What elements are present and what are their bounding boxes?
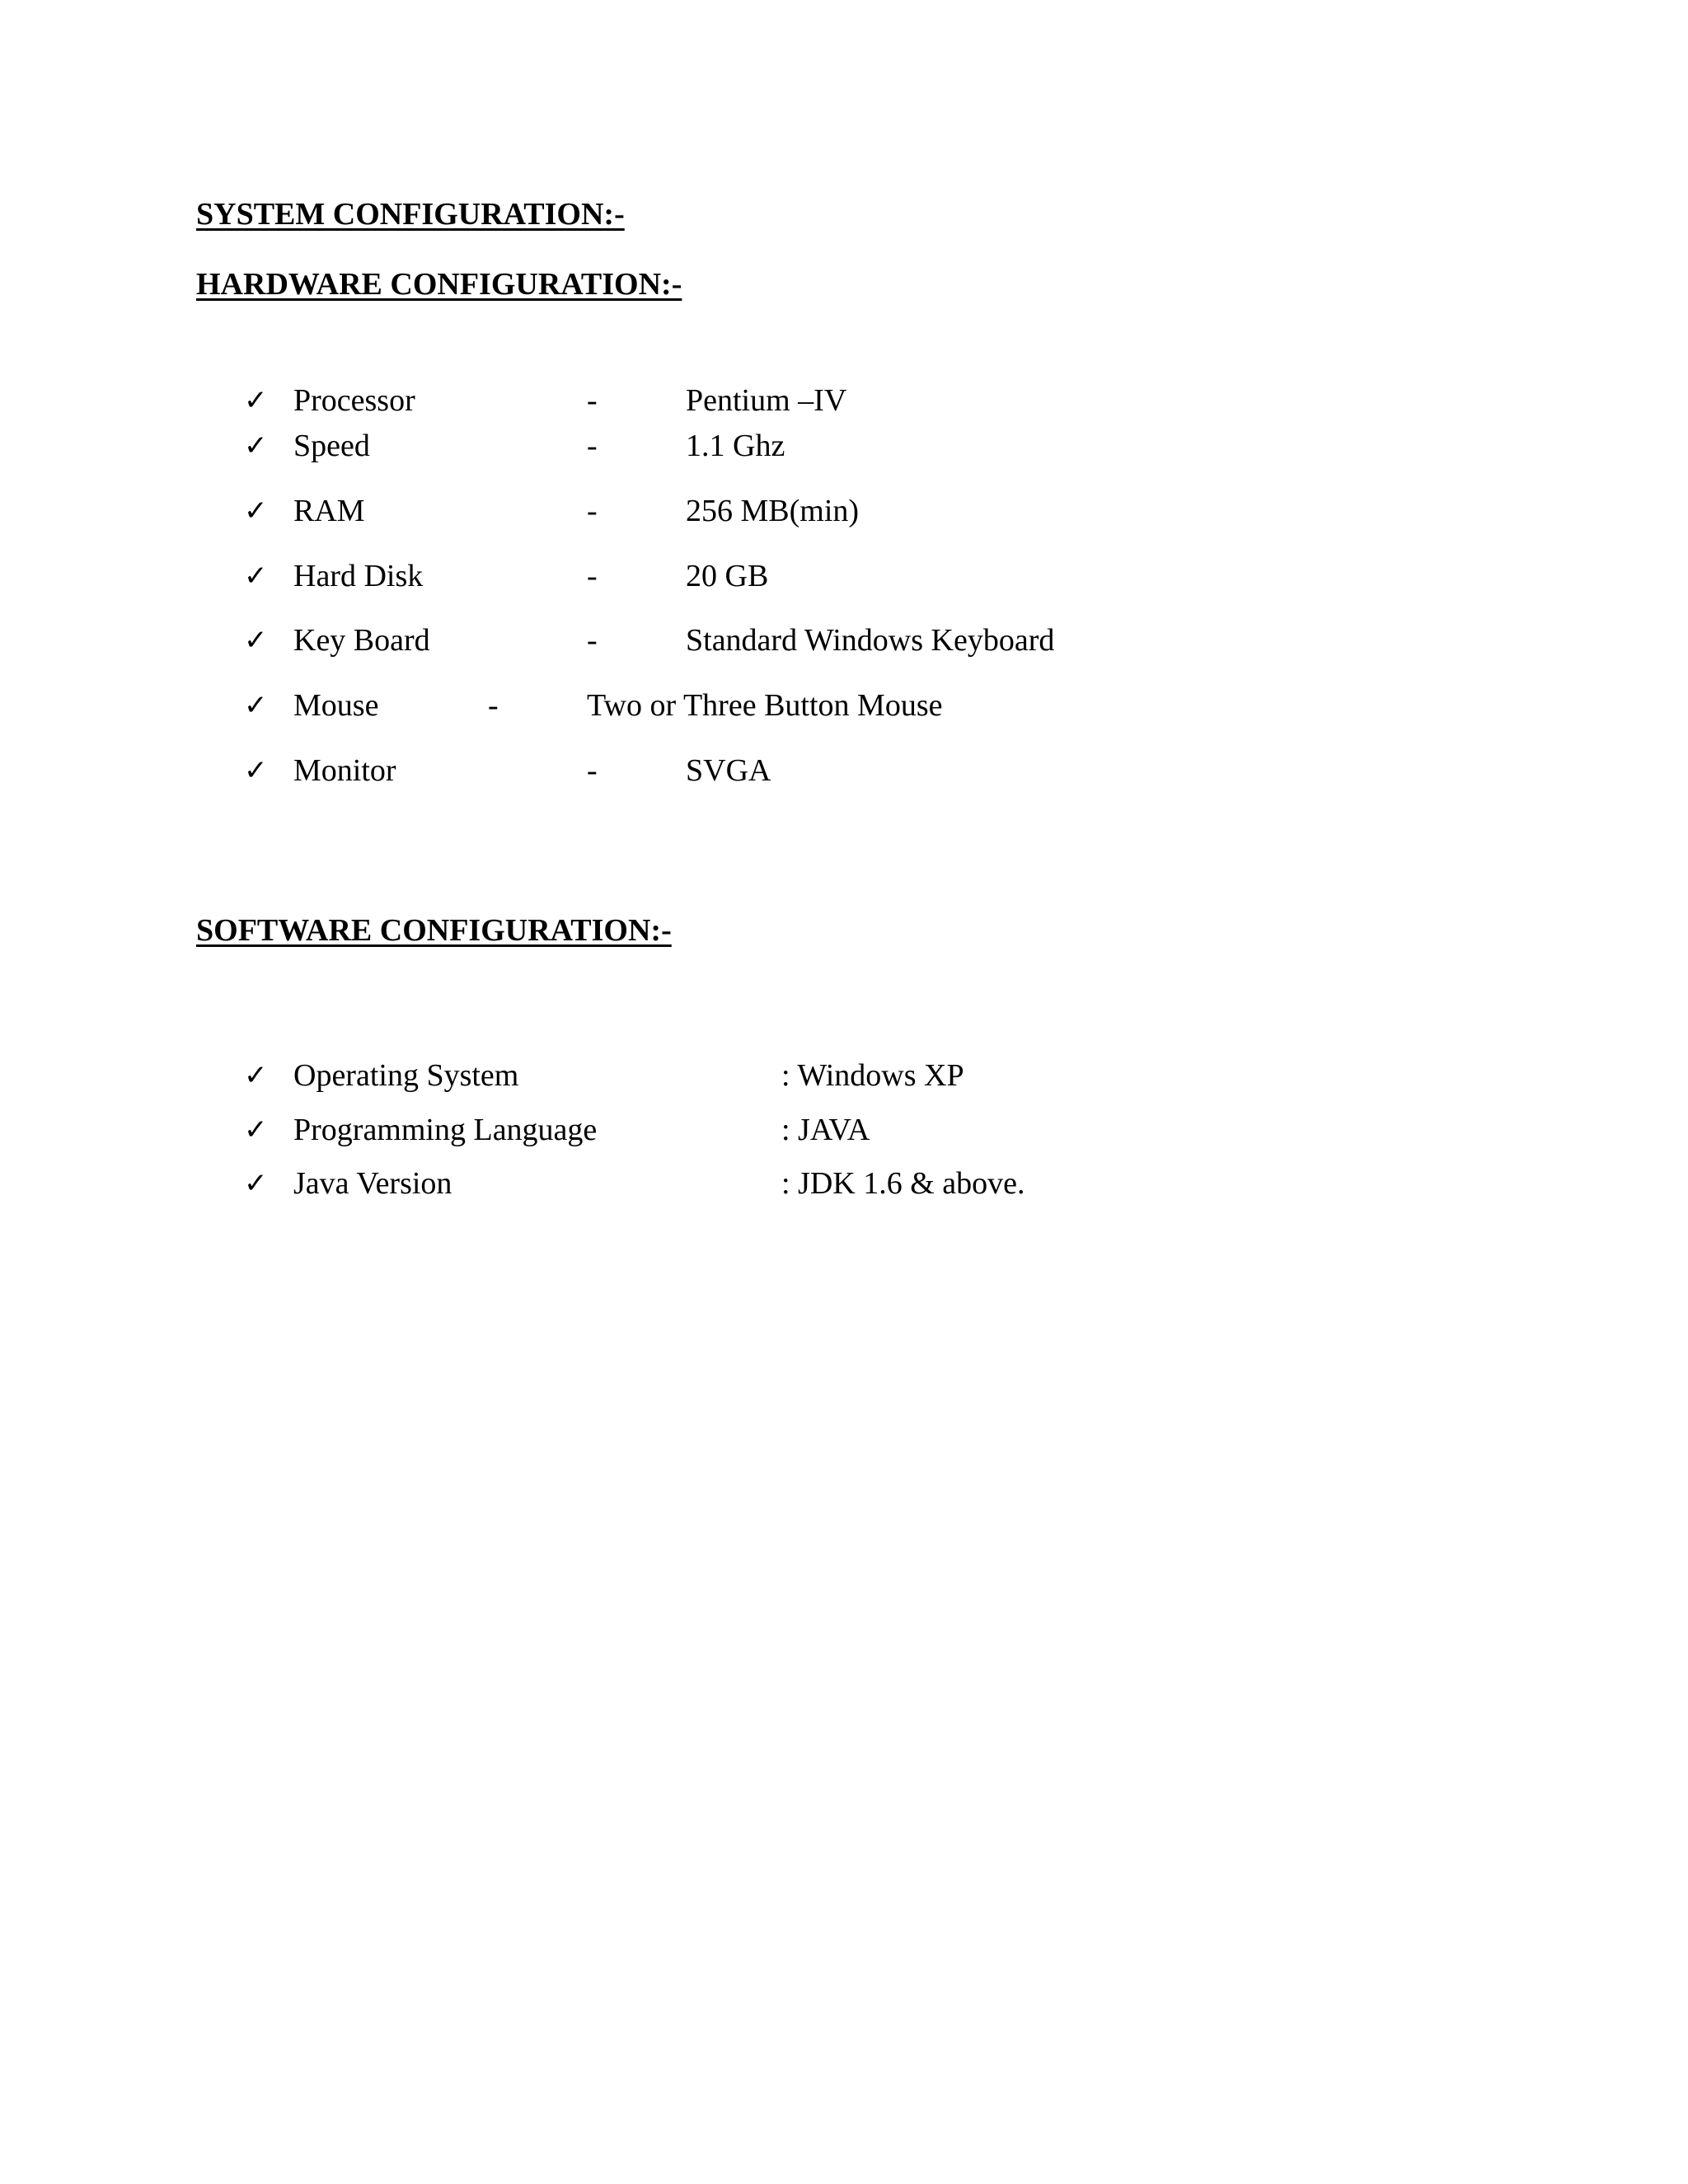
software-configuration-heading: SOFTWARE CONFIGURATION:-	[196, 913, 672, 948]
separator: -	[587, 559, 598, 593]
checkmark-icon: ✓	[244, 754, 268, 787]
software-value: : JDK 1.6 & above.	[781, 1166, 1025, 1201]
checkmark-icon: ✓	[244, 429, 268, 462]
software-label: Operating System	[293, 1058, 519, 1093]
system-configuration-heading: SYSTEM CONFIGURATION:-	[196, 197, 625, 232]
hardware-value: Two or Three Button Mouse	[587, 688, 943, 723]
checkmark-icon: ✓	[244, 1113, 268, 1146]
hardware-configuration-heading: HARDWARE CONFIGURATION:-	[196, 267, 682, 302]
software-value: : JAVA	[781, 1113, 870, 1147]
list-item	[0, 385, 1688, 426]
hardware-label: RAM	[293, 494, 365, 528]
list-item	[0, 495, 1688, 537]
hardware-value: SVGA	[686, 753, 771, 788]
list-item	[0, 1168, 1688, 1209]
list-item	[0, 1060, 1688, 1101]
hardware-label: Processor	[293, 383, 415, 418]
software-value: : Windows XP	[781, 1058, 964, 1093]
separator: -	[587, 429, 598, 463]
software-label: Java Version	[293, 1166, 452, 1201]
checkmark-icon: ✓	[244, 689, 268, 722]
separator: -	[587, 494, 598, 528]
list-item	[0, 560, 1688, 602]
separator: -	[587, 623, 598, 658]
separator: -	[488, 688, 499, 723]
hardware-label: Speed	[293, 429, 370, 463]
hardware-label: Key Board	[293, 623, 430, 658]
hardware-value: Pentium –IV	[686, 383, 847, 418]
separator: -	[587, 753, 598, 788]
checkmark-icon: ✓	[244, 494, 268, 527]
separator: -	[587, 383, 598, 418]
hardware-value: 256 MB(min)	[686, 494, 860, 528]
hardware-label: Monitor	[293, 753, 396, 788]
hardware-value: 1.1 Ghz	[686, 429, 785, 463]
list-item	[0, 755, 1688, 796]
checkmark-icon: ✓	[244, 384, 268, 417]
checkmark-icon: ✓	[244, 1167, 268, 1200]
list-item	[0, 430, 1688, 471]
checkmark-icon: ✓	[244, 560, 268, 593]
hardware-value: 20 GB	[686, 559, 769, 593]
list-item	[0, 1114, 1688, 1155]
list-item	[0, 625, 1688, 666]
hardware-label: Hard Disk	[293, 559, 424, 593]
list-item	[0, 690, 1688, 731]
checkmark-icon: ✓	[244, 624, 268, 657]
hardware-label: Mouse	[293, 688, 379, 723]
hardware-value: Standard Windows Keyboard	[686, 623, 1055, 658]
software-label: Programming Language	[293, 1113, 598, 1147]
checkmark-icon: ✓	[244, 1059, 268, 1092]
